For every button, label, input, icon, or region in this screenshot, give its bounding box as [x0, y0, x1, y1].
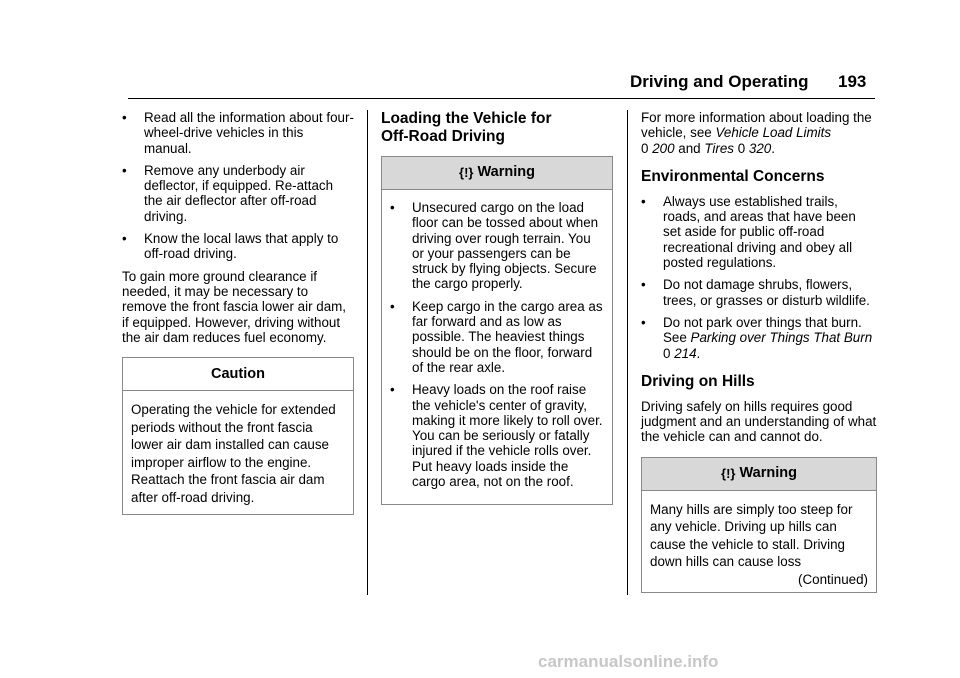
list-item-text: Read all the information about four-wheel-drive vehicles in this manual. — [144, 110, 354, 156]
warning-text: Many hills are simply too steep for any vehicle. Driving up hills can cause the vehicle to stall. Driving down hills can cause loss — [650, 501, 853, 570]
bullet-icon: • — [122, 110, 127, 125]
cross-reference-page[interactable]: 200 — [652, 140, 675, 156]
heading-line: Loading the Vehicle for — [381, 110, 552, 127]
text-run: and — [674, 140, 705, 156]
header-rule — [128, 98, 875, 99]
column-3 — [641, 110, 877, 593]
caution-body: Operating the vehicle for extended periods without the front fascia lower air dam installed can cause improper airflow to the engine. Reattach the front fascia air dam after off-road driving. — [131, 402, 336, 505]
warning-body — [642, 491, 876, 593]
list-item — [641, 277, 877, 308]
continued-label: (Continued) — [798, 571, 868, 587]
cross-reference-page[interactable]: 214 — [674, 345, 697, 361]
column-divider-1 — [367, 110, 368, 595]
environmental-heading: Environmental Concerns — [641, 167, 825, 185]
text-run: . — [696, 345, 701, 361]
page-ref-icon: 0 — [641, 140, 649, 156]
loading-heading — [381, 110, 613, 146]
warning-header — [382, 157, 612, 190]
page-ref-icon: 0 — [737, 140, 746, 156]
bullet-icon: • — [390, 382, 395, 398]
list-item-text: Remove any underbody air deflector, if equipped. Re-attach the air deflector after off-road driving. — [144, 162, 334, 224]
list-item — [122, 231, 354, 262]
caution-box — [122, 357, 354, 515]
caution-title: Caution — [123, 358, 353, 391]
bullet-icon: • — [641, 277, 646, 293]
list-item-text: Know the local laws that apply to off-road driving. — [144, 231, 339, 262]
cross-reference-link[interactable]: Tires — [704, 140, 734, 156]
list-item — [122, 163, 354, 224]
column-divider-2 — [627, 110, 628, 595]
list-item-text: Do not damage shrubs, flowers, trees, or grasses or disturb wildlife. — [663, 277, 870, 308]
column-1 — [122, 110, 354, 515]
hills-paragraph: Driving safely on hills requires good judgment and an understanding of what the vehicle can and cannot do. — [641, 398, 877, 445]
bullet-icon: • — [641, 193, 646, 209]
warning-box — [381, 156, 613, 505]
warning-title: Warning — [739, 465, 797, 482]
bullet-icon: • — [122, 231, 127, 247]
bullet-icon: • — [390, 200, 395, 215]
list-item — [390, 382, 604, 489]
cross-reference-link[interactable]: Parking over Things That Burn — [690, 330, 873, 346]
text-run: Do not park over things that burn. See — [663, 314, 862, 346]
list-item — [390, 299, 604, 375]
hills-heading: Driving on Hills — [641, 372, 755, 390]
warning-body — [382, 190, 612, 504]
warning-icon: {!} — [459, 165, 474, 181]
warning-box — [641, 457, 877, 594]
list-item — [641, 194, 877, 270]
list-item — [390, 200, 604, 292]
list-item — [122, 110, 354, 156]
list-item-text: Unsecured cargo on the load floor can be tossed about when driving over rough terrain. You or your passengers can be struck by flying objects. Secure the cargo properly. — [412, 200, 599, 292]
page-ref-icon: 0 — [663, 345, 671, 361]
list-item-text: Heavy loads on the roof raise the vehicle's center of gravity, making it more likely to roll over. You can be seriously or fatally injured if the vehicle rolls over. Put heavy loads inside the cargo area, not on the roof. — [412, 382, 603, 490]
text-run: For more information about loading the vehicle, see — [641, 110, 872, 141]
warning-title: Warning — [477, 164, 535, 181]
heading-line: Off-Road Driving — [381, 128, 505, 145]
list-item-text: Always use established trails, roads, and areas that have been set aside for public off-road recreational driving and obey all posted regulations. — [663, 193, 856, 271]
list-item-text — [663, 315, 877, 361]
loading-reference-paragraph — [641, 110, 877, 156]
warning-icon: {!} — [721, 466, 736, 482]
bullet-icon: • — [641, 314, 646, 330]
section-title: Driving and Operating — [630, 72, 809, 91]
cross-reference-link[interactable]: Vehicle Load Limits — [715, 125, 832, 141]
column-2 — [381, 110, 613, 505]
text-run: . — [771, 140, 775, 156]
bullet-icon: • — [122, 162, 127, 178]
cross-reference-page[interactable]: 320 — [748, 140, 772, 156]
list-item — [641, 315, 877, 361]
ground-clearance-paragraph: To gain more ground clearance if needed, it may be necessary to remove the front fascia lower air dam, if equipped. However, driving without the air dam reduces fuel economy. — [122, 268, 347, 345]
list-item-text: Keep cargo in the cargo area as far forward and as low as possible. The heaviest things should be on the floor, forward of the rear axle. — [412, 298, 603, 375]
bullet-icon: • — [390, 298, 395, 314]
warning-header — [642, 458, 876, 491]
page-number: 193 — [838, 72, 867, 91]
watermark: carmanualsonline.info — [538, 652, 719, 671]
